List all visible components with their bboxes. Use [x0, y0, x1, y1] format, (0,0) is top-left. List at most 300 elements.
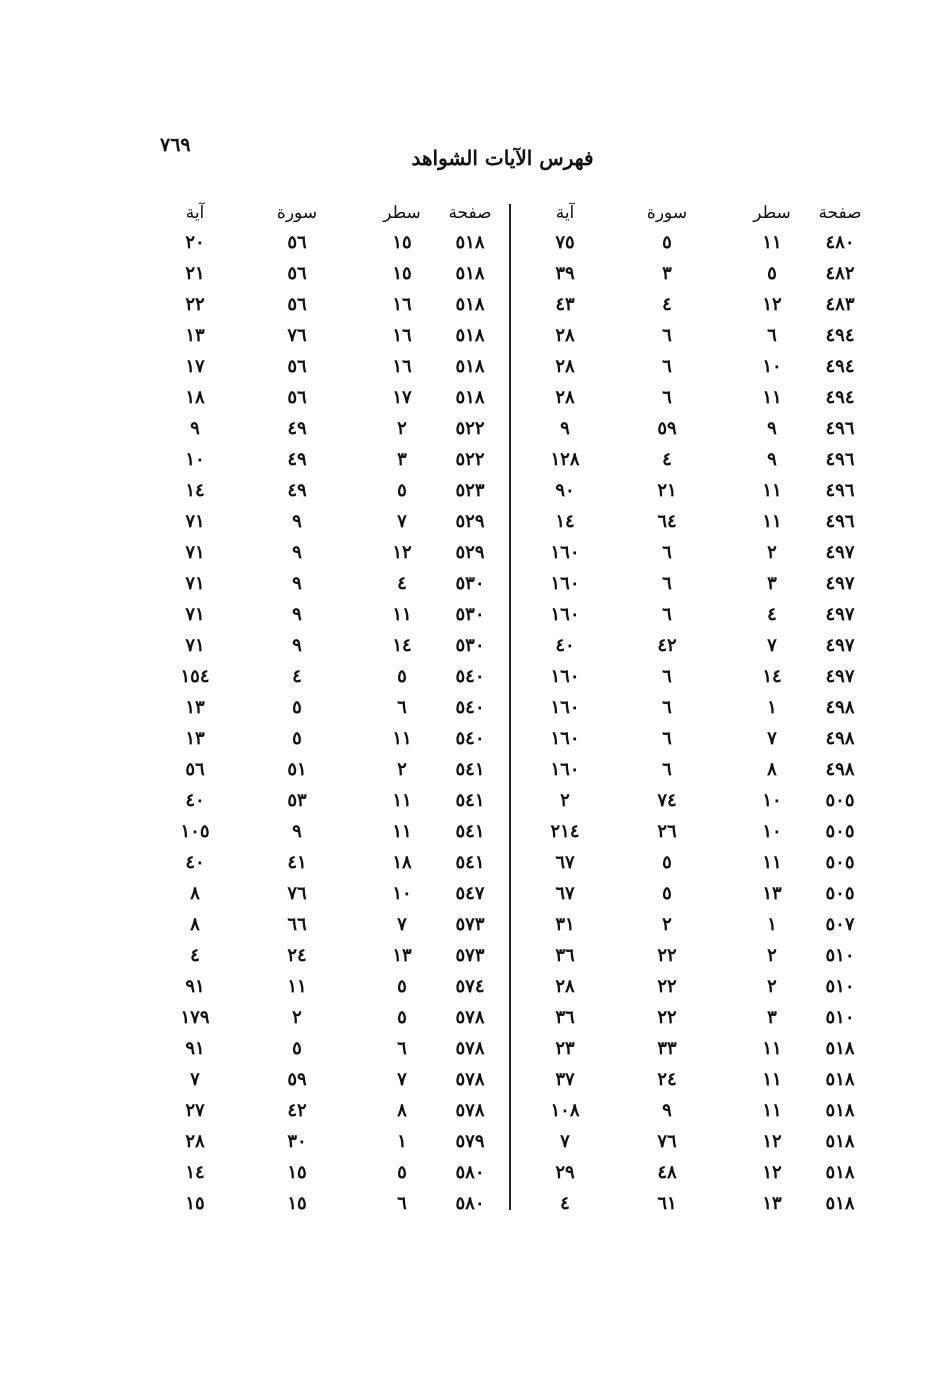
table-row [530, 879, 875, 910]
page-cell: ٤٩٧ [825, 635, 855, 656]
table-row [530, 414, 875, 445]
line-cell: ٢ [397, 418, 407, 439]
surah-cell: ٣٣ [657, 1038, 677, 1059]
page-cell: ٤٩٦ [825, 418, 855, 439]
table-row [160, 383, 505, 414]
line-cell: ٨ [767, 759, 777, 780]
page-cell: ٥١٨ [825, 1100, 855, 1121]
page-cell: ٥٣٠ [455, 573, 485, 594]
page-cell: ٥١٨ [455, 356, 485, 377]
verse-cell: ٧١ [185, 542, 205, 563]
line-cell: ١٢ [762, 294, 782, 315]
line-cell: ١٤ [392, 635, 412, 656]
table-row [160, 321, 505, 352]
verse-cell: ١٨ [185, 387, 205, 408]
surah-cell: ٢٢ [657, 976, 677, 997]
page-number: ٧٦٩ [160, 134, 191, 156]
line-cell: ١٠ [762, 790, 782, 811]
table-row [160, 1065, 505, 1096]
table-row [530, 693, 875, 724]
verse-cell: ٨ [190, 914, 200, 935]
line-cell: ٦ [397, 1193, 407, 1214]
page-cell: ٥٣٠ [455, 604, 485, 625]
page-cell: ٥١٨ [825, 1193, 855, 1214]
table-row [160, 724, 505, 755]
table-row [530, 848, 875, 879]
verse-cell: ١٣ [185, 325, 205, 346]
line-cell: ٥ [767, 263, 777, 284]
table-row [530, 1096, 875, 1127]
column-header-surah: سورة [646, 203, 688, 223]
verse-cell: ٢٧ [185, 1100, 205, 1121]
verse-cell: ١٠٨ [550, 1100, 580, 1121]
verse-cell: ٧١ [185, 573, 205, 594]
table-row [530, 476, 875, 507]
surah-cell: ٤٩ [287, 480, 307, 501]
line-cell: ١١ [392, 790, 412, 811]
surah-cell: ٥٦ [287, 263, 307, 284]
page-cell: ٥٤٠ [455, 666, 485, 687]
index-table-right [530, 198, 875, 1220]
table-row [530, 786, 875, 817]
page-cell: ٤٩٨ [825, 759, 855, 780]
table-row [160, 476, 505, 507]
table-row [160, 662, 505, 693]
line-cell: ٧ [397, 511, 407, 532]
line-cell: ٧ [767, 635, 777, 656]
surah-cell: ٧٦ [657, 1131, 677, 1152]
table-row [160, 414, 505, 445]
surah-cell: ٢ [662, 914, 672, 935]
page-cell: ٥٠٥ [825, 790, 855, 811]
table-row [530, 383, 875, 414]
surah-cell: ٥١ [287, 759, 307, 780]
page-cell: ٥١٠ [825, 945, 855, 966]
surah-cell: ٦ [662, 325, 672, 346]
table-row [160, 1158, 505, 1189]
page-cell: ٥٨٠ [455, 1162, 485, 1183]
table-row [530, 538, 875, 569]
surah-cell: ٩ [292, 542, 302, 563]
line-cell: ٥ [397, 976, 407, 997]
page-cell: ٥٧٣ [455, 945, 485, 966]
table-row [530, 321, 875, 352]
verse-cell: ٧١ [185, 604, 205, 625]
surah-cell: ٥٦ [287, 232, 307, 253]
line-cell: ١٠ [762, 821, 782, 842]
line-cell: ١١ [762, 852, 782, 873]
table-row [160, 848, 505, 879]
line-cell: ١١ [762, 1069, 782, 1090]
verse-cell: ٧٥ [555, 232, 575, 253]
verse-cell: ٤٠ [555, 635, 575, 656]
page-cell: ٥٤١ [455, 821, 485, 842]
page-cell: ٤٩٨ [825, 728, 855, 749]
surah-cell: ٩ [292, 635, 302, 656]
line-cell: ١٦ [392, 294, 412, 315]
line-cell: ١١ [762, 1100, 782, 1121]
page-cell: ٥٤١ [455, 759, 485, 780]
verse-cell: ٩٠ [555, 480, 575, 501]
verse-cell: ١٣ [185, 697, 205, 718]
page-cell: ٥٠٥ [825, 883, 855, 904]
verse-cell: ٤٠ [185, 790, 205, 811]
page-cell: ٥١٨ [455, 387, 485, 408]
verse-cell: ٥٦ [185, 759, 205, 780]
column-header-page: صفحة [448, 203, 492, 223]
surah-cell: ٢٤ [287, 945, 307, 966]
column-header-line: سطر [753, 203, 791, 223]
verse-cell: ٢٢ [185, 294, 205, 315]
table-row [160, 259, 505, 290]
surah-cell: ١٥ [287, 1162, 307, 1183]
verse-cell: ٣٦ [555, 1007, 575, 1028]
table-row [160, 1189, 505, 1220]
line-cell: ١٠ [392, 883, 412, 904]
page-cell: ٤٩٤ [825, 325, 855, 346]
line-cell: ٦ [397, 697, 407, 718]
surah-cell: ١١ [287, 976, 307, 997]
page-cell: ٥٣٠ [455, 635, 485, 656]
line-cell: ١٧ [392, 387, 412, 408]
verse-cell: ٩١ [185, 1038, 205, 1059]
verse-cell: ٤٠ [185, 852, 205, 873]
surah-cell: ٤٩ [287, 449, 307, 470]
line-cell: ٤ [397, 573, 407, 594]
table-row [530, 1034, 875, 1065]
verse-cell: ٧ [560, 1131, 570, 1152]
table-row [530, 259, 875, 290]
surah-cell: ٦١ [657, 1193, 677, 1214]
column-header-page: صفحة [818, 203, 862, 223]
verse-cell: ٢ [560, 790, 570, 811]
page-cell: ٥١٨ [455, 232, 485, 253]
table-row [160, 352, 505, 383]
verse-cell: ٩ [560, 418, 570, 439]
table-row [160, 507, 505, 538]
surah-cell: ٧٤ [657, 790, 677, 811]
line-cell: ٨ [397, 1100, 407, 1121]
table-row [160, 941, 505, 972]
line-cell: ١٥ [392, 232, 412, 253]
table-row [530, 631, 875, 662]
table-row [160, 538, 505, 569]
table-header [160, 198, 505, 228]
table-row [160, 1034, 505, 1065]
page-cell: ٥٧٨ [455, 1069, 485, 1090]
surah-cell: ٤٢ [287, 1100, 307, 1121]
verse-cell: ٣١ [555, 914, 575, 935]
verse-cell: ١٥ [185, 1193, 205, 1214]
table-row [160, 445, 505, 476]
table-row [160, 786, 505, 817]
page-cell: ٥٧٤ [455, 976, 485, 997]
surah-cell: ٦ [662, 356, 672, 377]
table-row [530, 1158, 875, 1189]
verse-cell: ٢٨ [555, 387, 575, 408]
table-row [160, 910, 505, 941]
verse-cell: ١٧ [185, 356, 205, 377]
verse-cell: ١٦٠ [550, 666, 580, 687]
table-row [530, 1065, 875, 1096]
line-cell: ٧ [767, 728, 777, 749]
line-cell: ٦ [397, 1038, 407, 1059]
surah-cell: ٥ [662, 232, 672, 253]
table-row [530, 724, 875, 755]
line-cell: ٤ [767, 604, 777, 625]
table-row [530, 507, 875, 538]
line-cell: ١١ [762, 1038, 782, 1059]
table-row [530, 352, 875, 383]
surah-cell: ٩ [292, 511, 302, 532]
page-cell: ٥١٨ [825, 1162, 855, 1183]
surah-cell: ٤١ [287, 852, 307, 873]
surah-cell: ٥٦ [287, 294, 307, 315]
page-cell: ٥٧٨ [455, 1007, 485, 1028]
verse-cell: ٧ [190, 1069, 200, 1090]
surah-cell: ٢٦ [657, 821, 677, 842]
line-cell: ١٢ [762, 1131, 782, 1152]
surah-cell: ٢٢ [657, 945, 677, 966]
page-cell: ٤٩٧ [825, 604, 855, 625]
line-cell: ٣ [767, 1007, 777, 1028]
surah-cell: ٥٩ [287, 1069, 307, 1090]
page-cell: ٤٨٣ [825, 294, 855, 315]
line-cell: ١١ [762, 480, 782, 501]
line-cell: ١١ [392, 821, 412, 842]
page-cell: ٥٧٨ [455, 1100, 485, 1121]
verse-cell: ٤ [560, 1193, 570, 1214]
line-cell: ٢ [767, 945, 777, 966]
table-row [530, 228, 875, 259]
page-cell: ٤٩٦ [825, 511, 855, 532]
line-cell: ١١ [392, 728, 412, 749]
table-row [530, 755, 875, 786]
surah-cell: ٥٩ [657, 418, 677, 439]
page-cell: ٥٤٠ [455, 728, 485, 749]
verse-cell: ٧١ [185, 635, 205, 656]
line-cell: ١٢ [392, 542, 412, 563]
verse-cell: ٢١٤ [550, 821, 580, 842]
line-cell: ١١ [762, 387, 782, 408]
line-cell: ١٥ [392, 263, 412, 284]
verse-cell: ١٦٠ [550, 542, 580, 563]
page-title: فهرس الآيات الشواهد [411, 146, 594, 170]
surah-cell: ٤ [662, 294, 672, 315]
table-row [530, 290, 875, 321]
surah-cell: ٦٦ [287, 914, 307, 935]
page-cell: ٤٩٧ [825, 573, 855, 594]
line-cell: ٩ [767, 449, 777, 470]
surah-cell: ١٥ [287, 1193, 307, 1214]
surah-cell: ٥ [662, 883, 672, 904]
verse-cell: ١٤ [185, 1162, 205, 1183]
line-cell: ١٨ [392, 852, 412, 873]
surah-cell: ٣٠ [287, 1131, 307, 1152]
line-cell: ٧ [397, 914, 407, 935]
surah-cell: ٣ [662, 263, 672, 284]
table-row [160, 972, 505, 1003]
page-cell: ٥٤١ [455, 852, 485, 873]
verse-cell: ١٠٥ [180, 821, 210, 842]
line-cell: ٩ [767, 418, 777, 439]
verse-cell: ١٤ [185, 480, 205, 501]
surah-cell: ٧٦ [287, 883, 307, 904]
verse-cell: ٢٩ [555, 1162, 575, 1183]
table-row [530, 600, 875, 631]
table-row [160, 693, 505, 724]
line-cell: ١ [767, 697, 777, 718]
line-cell: ١٠ [762, 356, 782, 377]
table-row [160, 1003, 505, 1034]
table-row [530, 1003, 875, 1034]
verse-cell: ١٧٩ [180, 1007, 210, 1028]
verse-cell: ١٦٠ [550, 604, 580, 625]
verse-cell: ٣٧ [555, 1069, 575, 1090]
page-cell: ٥٠٥ [825, 821, 855, 842]
page-cell: ٥٤٧ [455, 883, 485, 904]
page-cell: ٤٩٨ [825, 697, 855, 718]
verse-cell: ٦٧ [555, 852, 575, 873]
table-row [530, 972, 875, 1003]
line-cell: ١٢ [762, 1162, 782, 1183]
surah-cell: ٩ [292, 604, 302, 625]
surah-cell: ٢٢ [657, 1007, 677, 1028]
table-row [530, 910, 875, 941]
line-cell: ١ [397, 1131, 407, 1152]
page-cell: ٤٨٢ [825, 263, 855, 284]
verse-cell: ٢٠ [185, 232, 205, 253]
page-cell: ٥٢٩ [455, 511, 485, 532]
line-cell: ٥ [397, 1162, 407, 1183]
table-row [530, 941, 875, 972]
page-cell: ٥٧٣ [455, 914, 485, 935]
verse-cell: ١٦٠ [550, 759, 580, 780]
surah-cell: ٤ [292, 666, 302, 687]
line-cell: ٦ [767, 325, 777, 346]
surah-cell: ٦ [662, 728, 672, 749]
table-row [160, 600, 505, 631]
verse-cell: ١٠ [185, 449, 205, 470]
page-cell: ٥١٨ [455, 294, 485, 315]
line-cell: ٣ [767, 573, 777, 594]
surah-cell: ٩ [292, 573, 302, 594]
page-cell: ٥٨٠ [455, 1193, 485, 1214]
line-cell: ١٤ [762, 666, 782, 687]
verse-cell: ٧١ [185, 511, 205, 532]
page-cell: ٤٨٠ [825, 232, 855, 253]
verse-cell: ١٣ [185, 728, 205, 749]
table-row [530, 1127, 875, 1158]
line-cell: ٢ [767, 976, 777, 997]
verse-cell: ٢٨ [555, 356, 575, 377]
verse-cell: ٢٨ [185, 1131, 205, 1152]
verse-cell: ٤٣ [555, 294, 575, 315]
surah-cell: ٤٢ [657, 635, 677, 656]
line-cell: ٧ [397, 1069, 407, 1090]
page-cell: ٤٩٦ [825, 480, 855, 501]
line-cell: ٥ [397, 480, 407, 501]
verse-cell: ٢٨ [555, 976, 575, 997]
line-cell: ١٦ [392, 356, 412, 377]
table-row [530, 445, 875, 476]
verse-cell: ١٢٨ [550, 449, 580, 470]
page-cell: ٥٧٩ [455, 1131, 485, 1152]
column-header-verse: آية [185, 203, 205, 223]
surah-cell: ٦ [662, 387, 672, 408]
line-cell: ١١ [762, 511, 782, 532]
table-row [530, 1189, 875, 1220]
column-header-surah: سورة [276, 203, 318, 223]
page-cell: ٤٩٧ [825, 542, 855, 563]
page-cell: ٥١٨ [455, 263, 485, 284]
surah-cell: ٦ [662, 697, 672, 718]
line-cell: ١٣ [762, 883, 782, 904]
page-cell: ٥٢٣ [455, 480, 485, 501]
table-row [160, 817, 505, 848]
column-header-line: سطر [383, 203, 421, 223]
verse-cell: ٢١ [185, 263, 205, 284]
table-row [160, 1096, 505, 1127]
surah-cell: ٧٦ [287, 325, 307, 346]
verse-cell: ١٦٠ [550, 573, 580, 594]
surah-cell: ٤٨ [657, 1162, 677, 1183]
verse-cell: ١٤ [555, 511, 575, 532]
page-cell: ٥٠٧ [825, 914, 855, 935]
page-cell: ٤٩٦ [825, 449, 855, 470]
page-cell: ٥٤١ [455, 790, 485, 811]
surah-cell: ٥ [292, 697, 302, 718]
page-cell: ٤٩٧ [825, 666, 855, 687]
page-cell: ٥٤٠ [455, 697, 485, 718]
page-cell: ٥١٠ [825, 1007, 855, 1028]
page-cell: ٤٩٤ [825, 356, 855, 377]
page-cell: ٥١٨ [825, 1038, 855, 1059]
surah-cell: ٥ [662, 852, 672, 873]
verse-cell: ٣٦ [555, 945, 575, 966]
table-row [530, 569, 875, 600]
column-divider [509, 204, 511, 1210]
table-row [160, 755, 505, 786]
surah-cell: ٢٤ [657, 1069, 677, 1090]
page-cell: ٥١٠ [825, 976, 855, 997]
page-cell: ٥٢٢ [455, 449, 485, 470]
page-cell: ٥٢٩ [455, 542, 485, 563]
page-cell: ٥٠٥ [825, 852, 855, 873]
surah-cell: ٤٩ [287, 418, 307, 439]
surah-cell: ٥٣ [287, 790, 307, 811]
surah-cell: ٥ [292, 1038, 302, 1059]
line-cell: ١ [767, 914, 777, 935]
column-header-verse: آية [555, 203, 575, 223]
surah-cell: ٦ [662, 759, 672, 780]
index-table-left [160, 198, 505, 1220]
page-cell: ٥٧٨ [455, 1038, 485, 1059]
verse-cell: ٨ [190, 883, 200, 904]
line-cell: ٥ [397, 666, 407, 687]
line-cell: ٥ [397, 1007, 407, 1028]
verse-cell: ٤ [190, 945, 200, 966]
page-cell: ٥١٨ [825, 1131, 855, 1152]
line-cell: ٣ [397, 449, 407, 470]
verse-cell: ٩١ [185, 976, 205, 997]
surah-cell: ٥ [292, 728, 302, 749]
surah-cell: ٥٦ [287, 356, 307, 377]
verse-cell: ٢٣ [555, 1038, 575, 1059]
surah-cell: ٦ [662, 666, 672, 687]
surah-cell: ٤ [662, 449, 672, 470]
surah-cell: ٦ [662, 604, 672, 625]
